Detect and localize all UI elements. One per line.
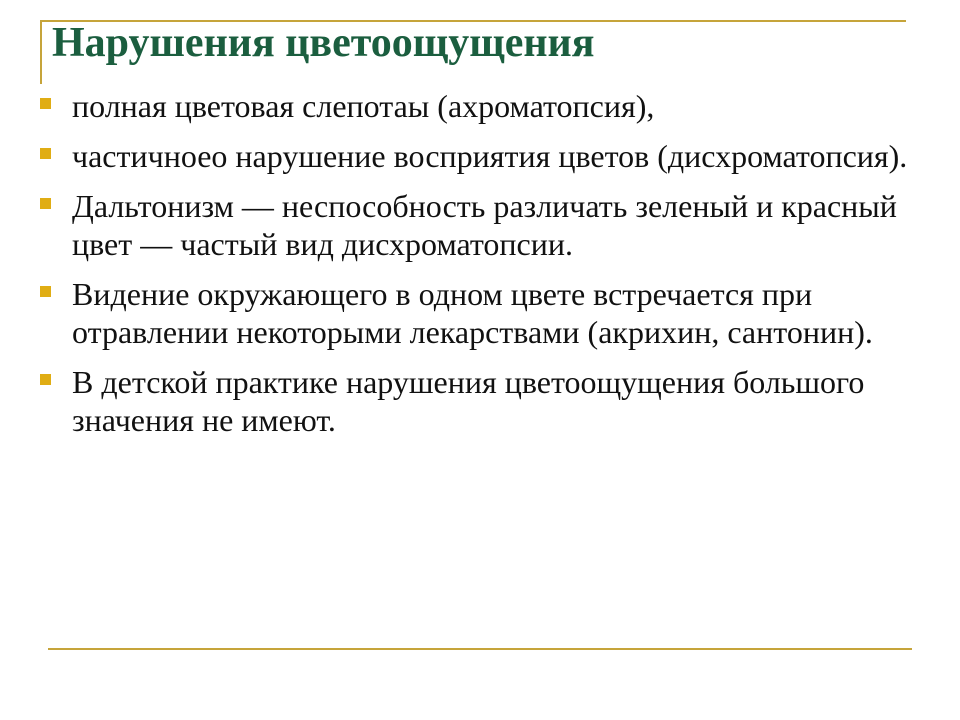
square-bullet-icon <box>40 98 51 109</box>
bullet-text: полная цветовая слепотаы (ахроматопсия), <box>72 88 655 124</box>
decorative-left-line <box>40 20 42 84</box>
bullet-text: В детской практике нарушения цветоощущения большого значения не имеют. <box>72 364 865 438</box>
decorative-bottom-line <box>48 648 912 650</box>
square-bullet-icon <box>40 148 51 159</box>
bullet-list <box>36 87 948 451</box>
bullet-text: Дальтонизм — неспособность различать зеленый и красный цвет — частый вид дисхроматопсии. <box>72 188 897 262</box>
bullet-item <box>36 275 948 351</box>
slide-title: Нарушения цветоощущения <box>52 20 595 66</box>
bullet-item <box>36 87 948 125</box>
square-bullet-icon <box>40 286 51 297</box>
bullet-text: Видение окружающего в одном цвете встречается при отравлении некоторыми лекарствами (акрихин, сантонин). <box>72 276 873 350</box>
bullet-item <box>36 137 948 175</box>
square-bullet-icon <box>40 198 51 209</box>
square-bullet-icon <box>40 374 51 385</box>
bullet-item <box>36 187 948 263</box>
bullet-text: частичноео нарушение восприятия цветов (дисхроматопсия). <box>72 138 908 174</box>
bullet-item <box>36 363 948 439</box>
